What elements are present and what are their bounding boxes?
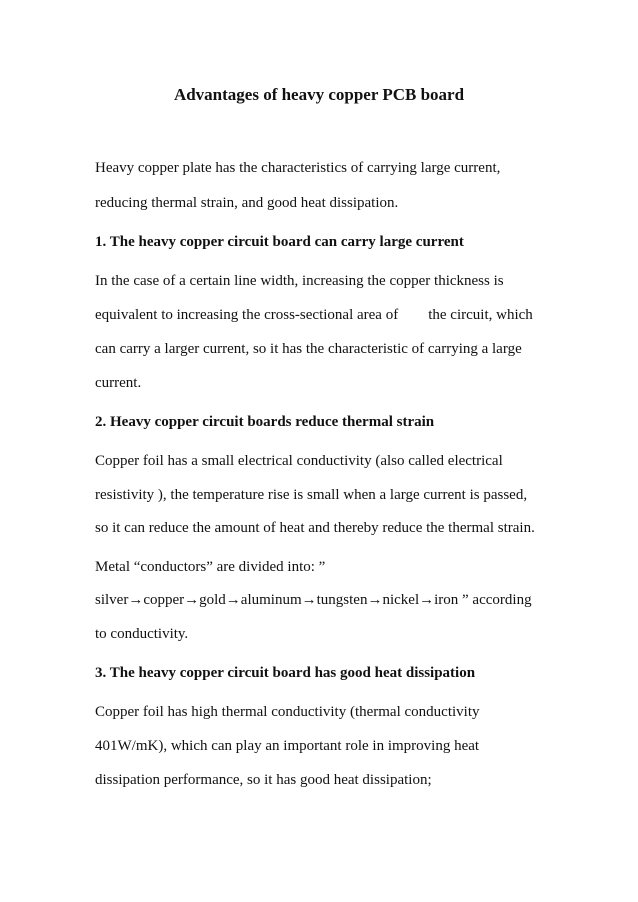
- section-1-line-1: In the case of a certain line width, increasing the copper thickness is: [95, 273, 504, 289]
- intro-line-1: Heavy copper plate has the characteristics of carrying large current,: [95, 160, 501, 176]
- section-1-line-2: [95, 305, 533, 325]
- section-2-line-6: to conductivity.: [95, 626, 189, 642]
- section-1-line-4: current.: [95, 375, 142, 391]
- section-2-line-2: resistivity ), the temperature rise is small when a large current is passed,: [95, 487, 528, 503]
- section-2-heading: 2. Heavy copper circuit boards reduce thermal strain: [95, 414, 435, 430]
- intro-line-2: reducing thermal strain, and good heat dissipation.: [95, 195, 399, 211]
- section-2-line-5: silver→copper→gold→aluminum→tungsten→nickel→iron ” according: [95, 592, 532, 608]
- section-3-line-1: Copper foil has high thermal conductivity (thermal conductivity: [95, 704, 480, 720]
- page-title: Advantages of heavy copper PCB board: [173, 85, 465, 104]
- section-1-heading: 1. The heavy copper circuit board can carry large current: [95, 234, 464, 250]
- section-2-line-3: so it can reduce the amount of heat and thereby reduce the thermal strain.: [95, 520, 535, 536]
- section-1-line-3: can carry a larger current, so it has the characteristic of carrying a large: [95, 341, 522, 357]
- section-1-line-2a: equivalent to increasing the cross-sectional area of: [95, 307, 399, 323]
- section-3-line-2: 401W/mK), which can play an important role in improving heat: [95, 738, 480, 754]
- section-2-line-4: Metal “conductors” are divided into: ”: [95, 559, 326, 575]
- section-1-line-2b: the circuit, which: [428, 307, 533, 323]
- section-2-line-1: Copper foil has a small electrical conductivity (also called electrical: [95, 453, 503, 469]
- section-3-heading: 3. The heavy copper circuit board has good heat dissipation: [95, 665, 476, 681]
- section-3-line-3: dissipation performance, so it has good heat dissipation;: [95, 772, 432, 788]
